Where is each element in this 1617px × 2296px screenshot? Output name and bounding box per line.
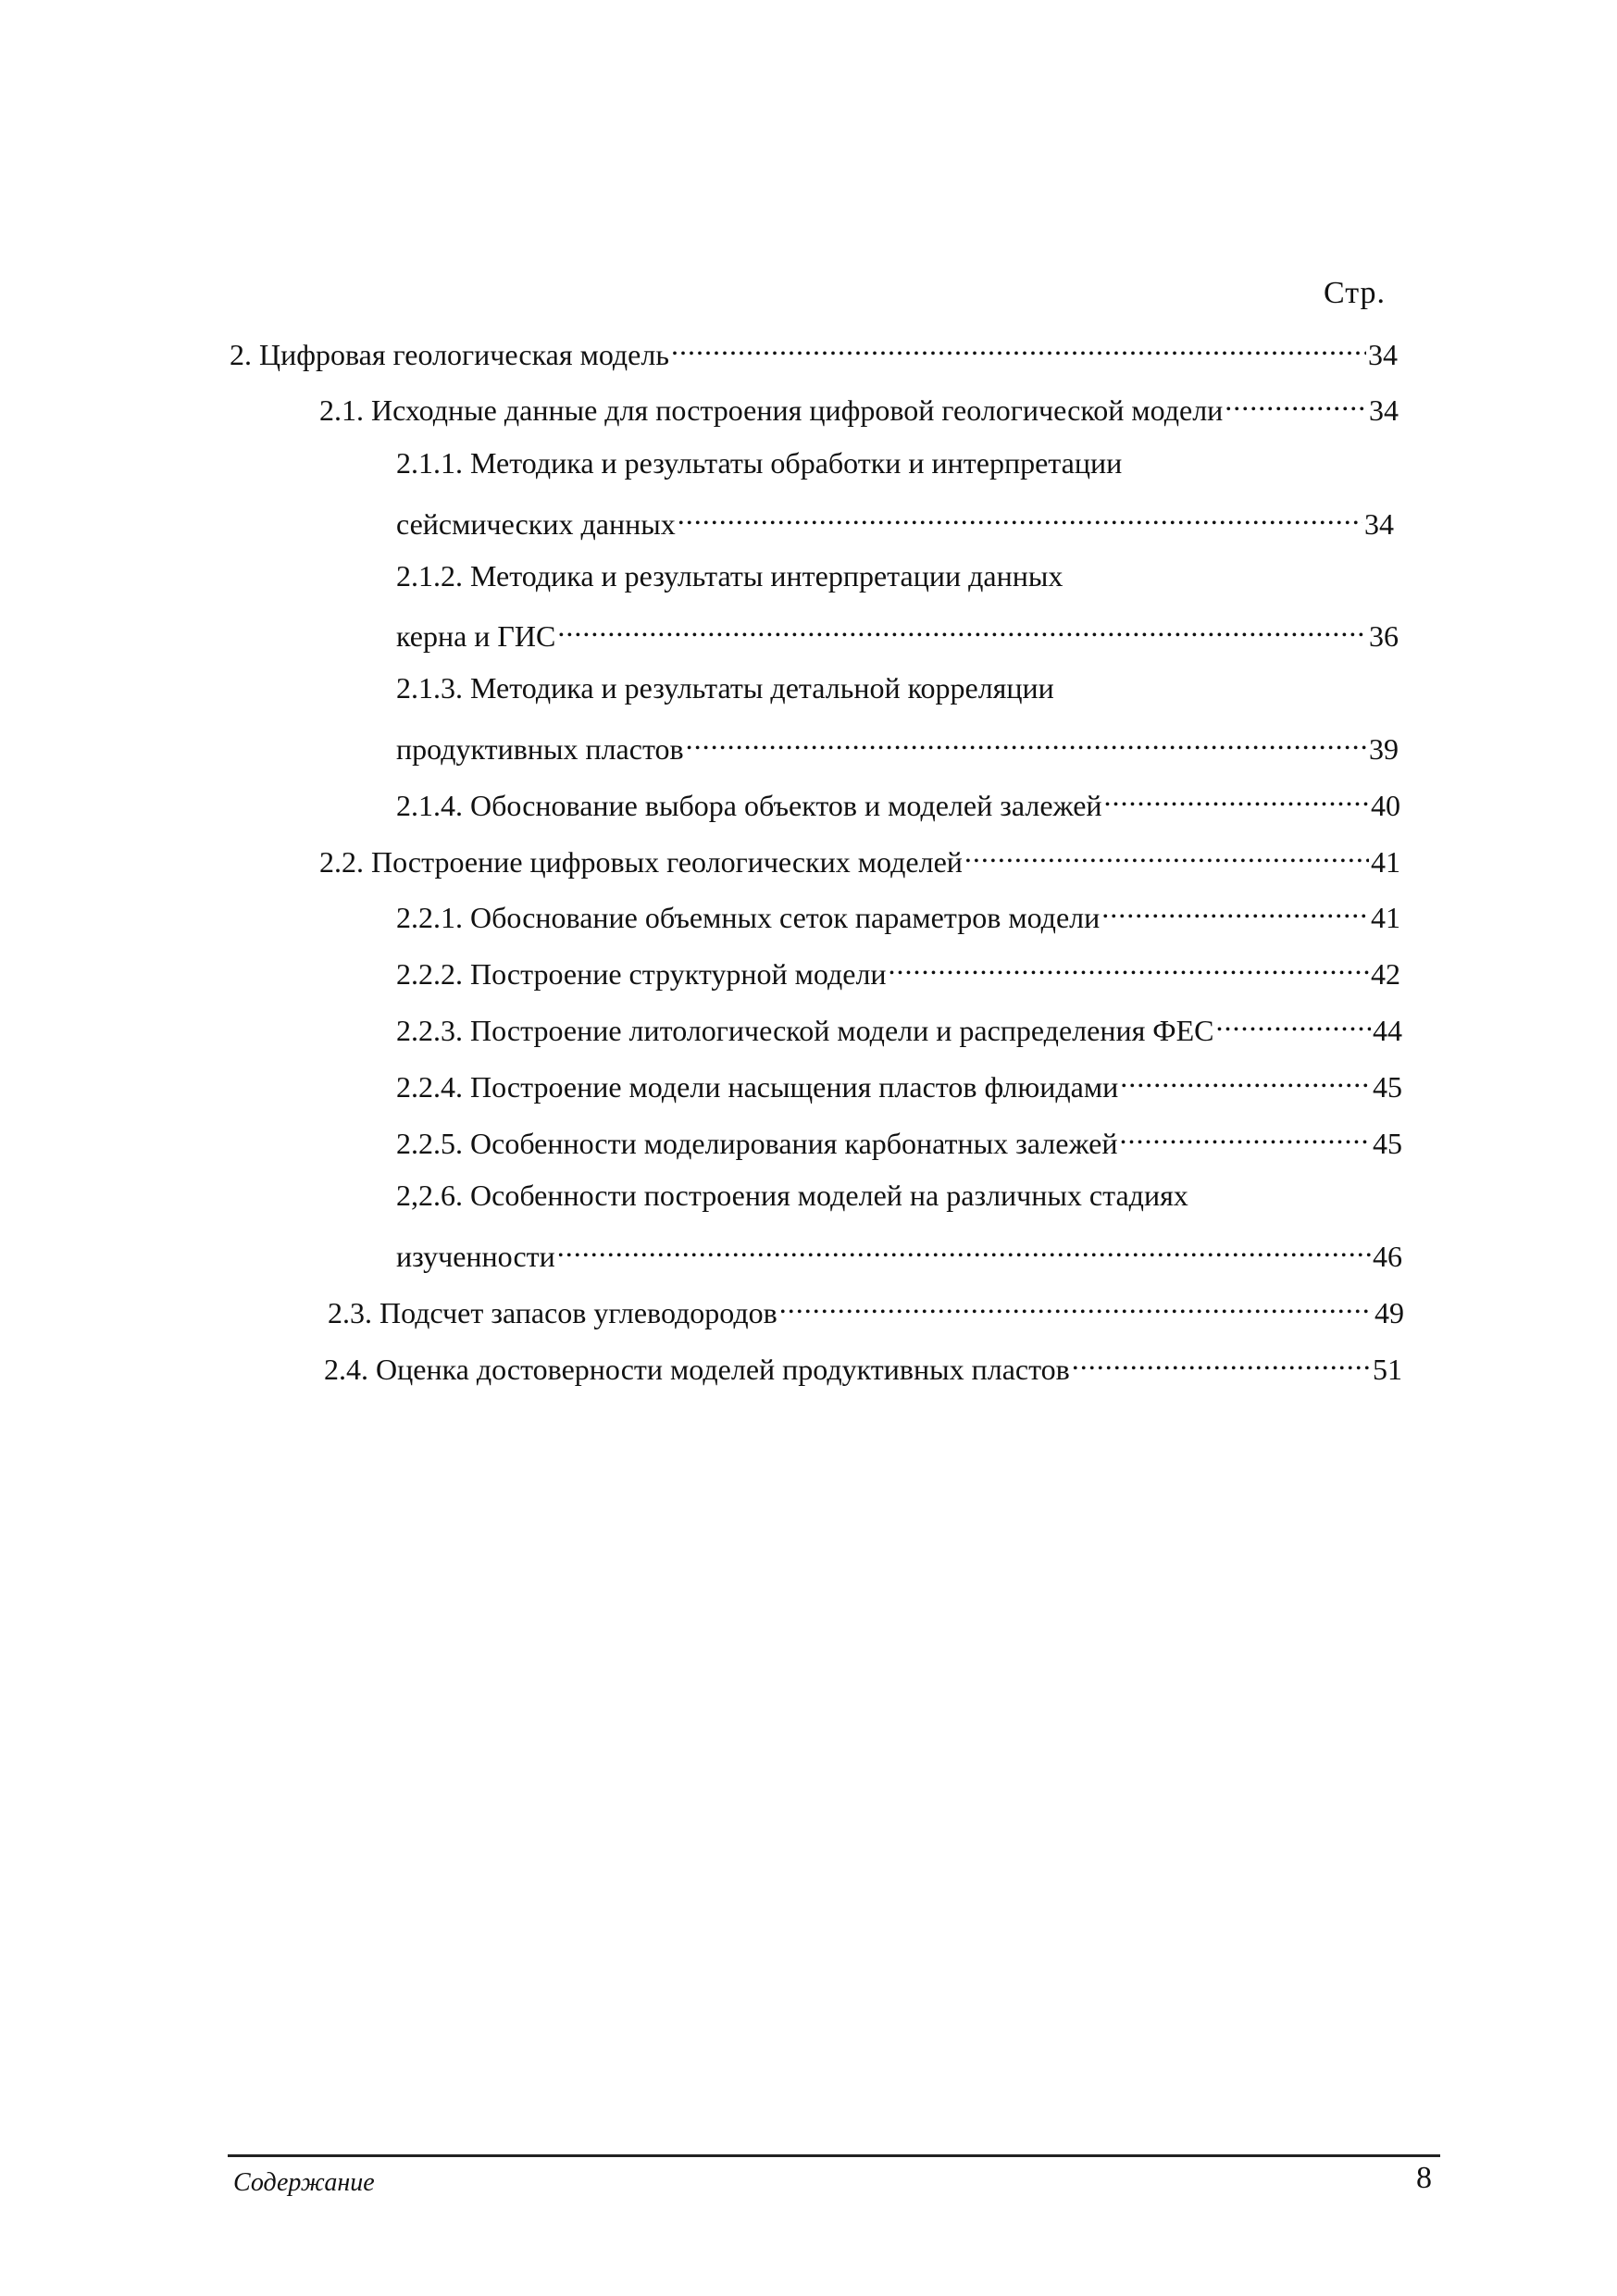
toc-entry-page: 39: [1369, 732, 1399, 766]
toc-entry: [328, 1293, 1404, 1328]
toc-entry-title: 2.1.1. Методика и результаты обработки и интерпретации: [396, 446, 1123, 480]
toc-entry-page: 51: [1373, 1353, 1402, 1386]
toc-leader-dots: [779, 1293, 1373, 1323]
toc-leader-dots: [557, 617, 1367, 646]
toc-leader-dots: [678, 505, 1362, 534]
toc-entry-page: 44: [1373, 1014, 1402, 1047]
toc-entry-page: 49: [1374, 1296, 1404, 1329]
toc-entry-title: 2.2.3. Построение литологической модели и распределения ФЕС: [396, 1014, 1214, 1047]
toc-entry: [396, 1180, 1402, 1210]
toc-entry: [230, 335, 1398, 369]
toc-leader-dots: [671, 335, 1366, 365]
page-column-label: Стр.: [1324, 276, 1387, 310]
toc-entry-title: 2. Цифровая геологическая модель: [230, 338, 669, 371]
toc-leader-dots: [686, 730, 1367, 759]
toc-entry-page: 36: [1369, 619, 1399, 653]
toc-entry-page: 41: [1371, 901, 1400, 934]
toc-entry-title: 2.1.3. Методика и результаты детальной корреляции: [396, 671, 1054, 705]
toc-leader-dots: [1101, 898, 1369, 928]
toc-leader-dots: [964, 842, 1369, 872]
footer-divider: [228, 2154, 1440, 2157]
toc-leader-dots: [1119, 1124, 1371, 1154]
toc-leader-dots: [1225, 391, 1367, 420]
toc-entry: [396, 1067, 1402, 1102]
toc-entry: [396, 730, 1399, 764]
toc-entry-title: 2.1. Исходные данные для построения цифровой геологической модели: [319, 393, 1224, 427]
toc-entry-title: 2.2.5. Особенности моделирования карбонатных залежей: [396, 1127, 1118, 1160]
toc-entry-title: 2.2.4. Построение модели насыщения пластов флюидами: [396, 1070, 1119, 1104]
toc-entry: [319, 391, 1399, 425]
toc-entry-page: 34: [1364, 507, 1394, 541]
toc-entry-title: 2.2.1. Обоснование объемных сеток параметров модели: [396, 901, 1101, 934]
toc-leader-dots: [1215, 1011, 1371, 1041]
toc-leader-dots: [1104, 786, 1369, 816]
toc-entry-title: 2.2. Построение цифровых геологических моделей: [319, 845, 963, 879]
toc-entry-title: 2.1.2. Методика и результаты интерпретации данных: [396, 559, 1063, 593]
toc-entry-title: керна и ГИС: [396, 619, 556, 653]
toc-entry-title: 2.1.4. Обоснование выбора объектов и моделей залежей: [396, 789, 1102, 822]
toc-entry-title: продуктивных пластов: [396, 732, 684, 766]
toc-entry-page: 40: [1371, 789, 1400, 822]
toc-entry-title: 2.3. Подсчет запасов углеводородов: [328, 1296, 777, 1329]
toc-entry: [396, 561, 1398, 591]
toc-entry-title: 2.4. Оценка достоверности моделей продуктивных пластов: [324, 1353, 1070, 1386]
toc-entry-title: 2.2.2. Построение структурной модели: [396, 957, 887, 991]
toc-entry: [396, 673, 1398, 703]
toc-entry: [396, 1124, 1402, 1158]
toc-entry: [396, 448, 1398, 478]
toc-entry-title: сейсмических данных: [396, 507, 676, 541]
toc-entry-title: 2,2.6. Особенности построения моделей на различных стадиях: [396, 1179, 1188, 1212]
toc-entry-page: 41: [1371, 845, 1400, 879]
toc-leader-dots: [557, 1237, 1371, 1267]
toc-entry: [396, 955, 1400, 989]
toc-entry-page: 34: [1368, 338, 1398, 371]
toc-entry-page: 45: [1373, 1127, 1402, 1160]
footer-page-number: 8: [1416, 2161, 1432, 2195]
toc-leader-dots: [1072, 1350, 1371, 1379]
toc-entry-page: 46: [1373, 1240, 1402, 1273]
toc-entry-title: изученности: [396, 1240, 555, 1273]
toc-entry: [396, 617, 1399, 651]
toc-entry: [396, 786, 1400, 820]
toc-entry-page: 42: [1371, 957, 1400, 991]
toc-entry: [396, 1237, 1402, 1271]
toc-entry: [319, 842, 1400, 877]
toc-entry-page: 34: [1369, 393, 1399, 427]
toc-entry: [324, 1350, 1402, 1384]
toc-entry: [396, 898, 1400, 932]
toc-entry-page: 45: [1373, 1070, 1402, 1104]
toc-leader-dots: [1120, 1067, 1371, 1097]
toc-entry: [396, 1011, 1402, 1045]
toc-leader-dots: [889, 955, 1369, 984]
toc-entry: [396, 505, 1394, 539]
footer-section-label: Содержание: [233, 2168, 375, 2197]
